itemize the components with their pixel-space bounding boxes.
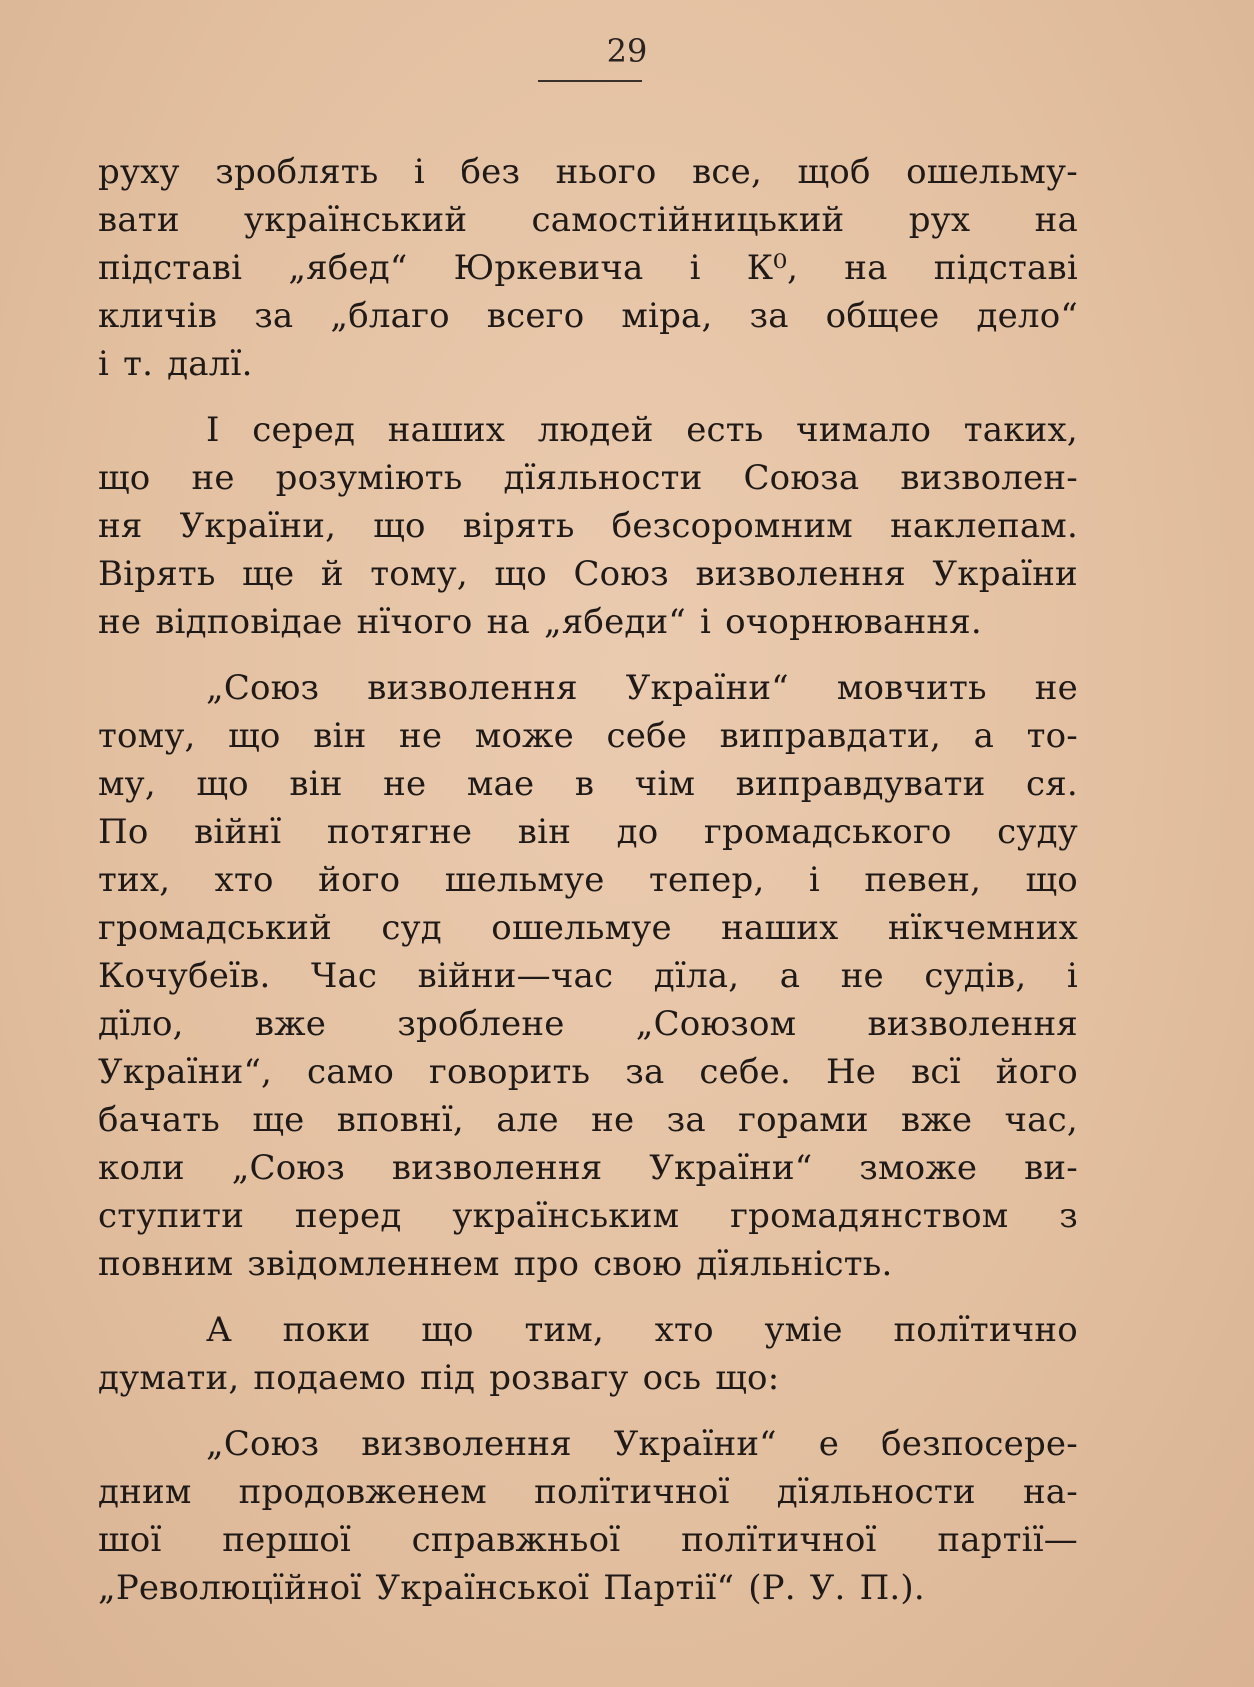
text-line: І серед наших людей есть чимало таких, [206, 410, 1078, 450]
text-line: Кочубеїв. Час війни—час дїла, а не судів, і [98, 956, 1078, 996]
text-line: тих, хто його шельмуе тепер, і певен, що [98, 860, 1078, 900]
text-line: коли „Союз визволення України“ зможе ви- [98, 1148, 1078, 1188]
text-line: По війнї потягне він до громадського суду [98, 812, 1078, 852]
text-line: громадський суд ошельмуе наших нїкчемних [98, 908, 1078, 948]
body-text [98, 148, 1078, 1612]
paragraph-gap [98, 388, 1078, 406]
text-line: руху зроблять і без нього все, щоб ошельму- [98, 152, 1078, 192]
page-number-rule [538, 80, 642, 82]
text-line: „Союз визволення України“ мовчить не [206, 668, 1078, 708]
paragraph [98, 406, 1078, 646]
text-line: не відповідае нїчого на „ябеди“ і очорнювання. [98, 602, 982, 642]
text-line: України“, само говорить за себе. Не всї його [98, 1052, 1078, 1092]
text-line: кличів за „благо всего міра, за общее дело“ [98, 296, 1078, 336]
paragraph [98, 148, 1078, 388]
text-line: і т. далї. [98, 344, 253, 384]
text-line: тому, що він не може себе виправдати, а то- [98, 716, 1078, 756]
text-line: підставі „ябед“ Юркевича і К⁰, на підставі [98, 248, 1078, 288]
text-line: А поки що тим, хто уміе полїтично [206, 1310, 1078, 1350]
paragraph [98, 1306, 1078, 1402]
text-line: „Союз визволення України“ е безпосере- [206, 1424, 1078, 1464]
paragraph-gap [98, 1288, 1078, 1306]
text-line: вати український самостійницький рух на [98, 200, 1078, 240]
text-line: думати, подаемо під розвагу ось що: [98, 1358, 780, 1398]
paragraph-gap [98, 646, 1078, 664]
page-number: 29 [606, 32, 648, 70]
paragraph [98, 664, 1078, 1288]
text-line: ня України, що вірять безсоромним наклепам. [98, 506, 1078, 546]
text-line: Вірять ще й тому, що Союз визволення України [98, 554, 1078, 594]
text-line: шої першої справжньої полїтичної партії— [98, 1520, 1078, 1560]
paragraph [98, 1420, 1078, 1612]
text-line: повним звідомленнем про свою дїяльність. [98, 1244, 893, 1284]
paragraph-gap [98, 1402, 1078, 1420]
text-line: дїло, вже зроблене „Союзом визволення [98, 1004, 1078, 1044]
text-line: дним продовженем полїтичної дїяльности на- [98, 1472, 1078, 1512]
text-line: ступити перед українським громадянством з [98, 1196, 1078, 1236]
text-line: „Революцїйної Української Партії“ (Р. У. П.). [98, 1568, 925, 1608]
text-line: му, що він не мае в чім виправдувати ся. [98, 764, 1078, 804]
text-line: що не розуміють дїяльности Союза визволен- [98, 458, 1078, 498]
text-line: бачать ще вповнї, але не за горами вже час, [98, 1100, 1078, 1140]
